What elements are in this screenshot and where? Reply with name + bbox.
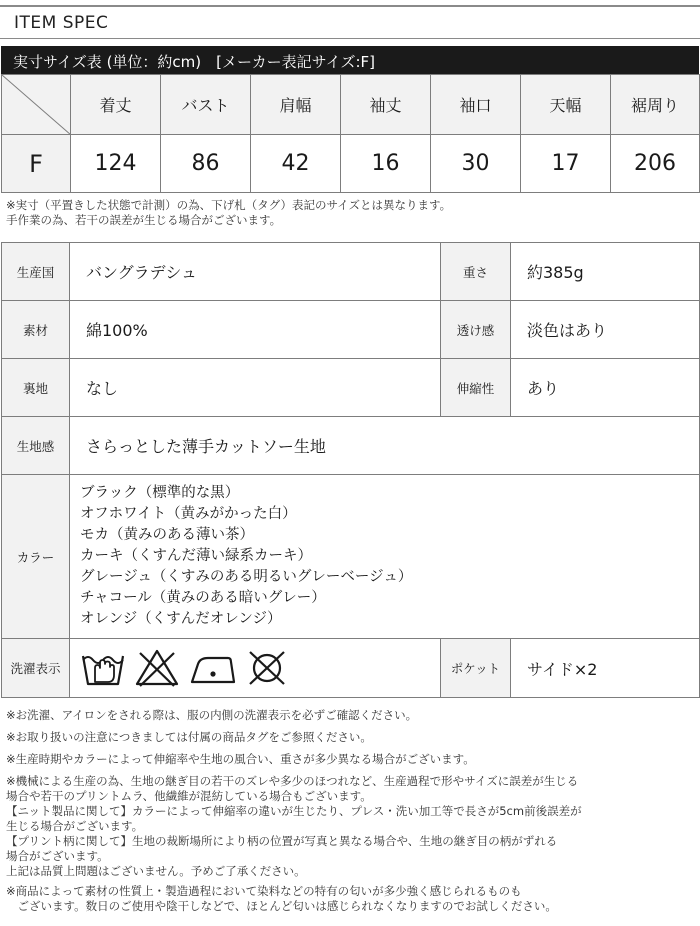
size-value: 17	[521, 135, 611, 193]
spec-table	[1, 242, 700, 698]
size-value: 206	[611, 135, 700, 193]
note-line: ※実寸（平置きした状態で計測）の為、下げ札（タグ）表記のサイズとは異なります。	[6, 198, 452, 212]
lining-value: なし	[70, 359, 441, 417]
pocket-value: サイド×2	[511, 639, 700, 698]
note-line: 生じる場合がございます。	[6, 819, 144, 833]
wash-label: 洗濯表示	[2, 639, 70, 698]
size-value: 30	[431, 135, 521, 193]
variation-note: ※生産時期やカラーによって伸縮率や生地の風合い、重さが多少異なる場合がございます。	[6, 752, 475, 766]
odor-note	[6, 884, 557, 914]
spec-row	[2, 639, 700, 698]
note-line: 場合や若干のプリントムラ、他繊維が混紡している場合もございます。	[6, 789, 372, 803]
weight-value: 約385g	[511, 243, 700, 301]
size-table	[1, 74, 700, 193]
column-header: 袖丈	[341, 75, 431, 135]
no-tumble-dry-icon	[246, 648, 288, 688]
corner-cell	[2, 75, 71, 135]
spec-row	[2, 359, 700, 417]
pocket-label: ポケット	[441, 639, 511, 698]
spec-row	[2, 417, 700, 475]
lining-label: 裏地	[2, 359, 70, 417]
sheer-label: 透け感	[441, 301, 511, 359]
stretch-value: あり	[511, 359, 700, 417]
material-value: 綿100%	[70, 301, 441, 359]
diagonal-line	[2, 75, 71, 135]
column-header: 裾周り	[611, 75, 700, 135]
size-table-caption: 実寸サイズ表 (単位：約cm) [メーカー表記サイズ:F]	[1, 46, 699, 74]
origin-value: バングラデシュ	[70, 243, 441, 301]
column-header: 着丈	[71, 75, 161, 135]
color-item: チャコール（黄みのある暗いグレー）	[80, 590, 326, 606]
spec-row	[2, 475, 700, 639]
note-line: 上記は品質上問題はございません。予めご了承ください。	[6, 864, 306, 878]
size-header-row	[2, 75, 700, 135]
color-label: カラー	[2, 475, 70, 639]
stretch-label: 伸縮性	[441, 359, 511, 417]
section-header	[0, 7, 700, 39]
tag-note: ※お取り扱いの注意につきましては付属の商品タグをご参照ください。	[6, 730, 372, 744]
note-line: ※商品によって素材の性質上・製造過程において染料などの特有の匂いが多少強く感じられるものも	[6, 884, 522, 898]
texture-value: さらっとした薄手カットソー生地	[70, 417, 700, 475]
column-header: 肩幅	[251, 75, 341, 135]
care-note: ※お洗濯、アイロンをされる際は、服の内側の洗濯表示を必ずご確認ください。	[6, 708, 418, 722]
color-item: ブラック（標準的な黒）	[80, 485, 240, 501]
wash-cell	[70, 639, 441, 698]
color-item: カーキ（くすんだ薄い緑系カーキ）	[80, 548, 312, 564]
color-item: オレンジ（くすんだオレンジ）	[80, 611, 282, 627]
note-line: 【ニット製品に関して】カラーによって伸縮率の違いが生じたり、プレス・洗い加工等で長さが5cm前後誤差が	[6, 804, 582, 818]
color-item: オフホワイト（黄みがかった白）	[80, 506, 297, 522]
size-value: 42	[251, 135, 341, 193]
color-cell	[70, 475, 700, 639]
column-header: バスト	[161, 75, 251, 135]
size-row	[2, 135, 700, 193]
size-value: 86	[161, 135, 251, 193]
iron-low-icon	[188, 648, 238, 688]
note-line: 【プリント柄に関して】生地の裁断場所により柄の位置が写真と異なる場合や、生地の継ぎ目の柄がずれる	[6, 834, 558, 848]
wash-icons	[70, 648, 440, 688]
color-item: グレージュ（くすみのある明るいグレーベージュ）	[80, 569, 413, 585]
spec-row	[2, 243, 700, 301]
color-item: モカ（黄みのある薄い茶）	[80, 527, 254, 543]
size-label: F	[2, 135, 71, 193]
no-bleach-icon	[134, 648, 180, 688]
weight-label: 重さ	[441, 243, 511, 301]
texture-label: 生地感	[2, 417, 70, 475]
size-note	[6, 198, 451, 228]
note-line: 場合がございます。	[6, 849, 109, 863]
note-line: ございます。数日のご使用や陰干しなどで、ほとんど匂いは感じられなくなりますのでお試しください。	[6, 899, 557, 913]
column-header: 袖口	[431, 75, 521, 135]
column-header: 天幅	[521, 75, 611, 135]
color-list	[70, 483, 699, 630]
sheer-value: 淡色はあり	[511, 301, 700, 359]
page-title: ITEM SPEC	[14, 13, 109, 33]
spec-row	[2, 301, 700, 359]
note-line: ※機械による生産の為、生地の継ぎ目の若干のズレや多少のほつれなど、生産過程で形やサイズに誤差が生じる	[6, 774, 579, 788]
size-value: 124	[71, 135, 161, 193]
production-note	[6, 774, 582, 879]
size-value: 16	[341, 135, 431, 193]
note-line: 手作業の為、若干の誤差が生じる場合がございます。	[6, 213, 282, 227]
origin-label: 生産国	[2, 243, 70, 301]
material-label: 素材	[2, 301, 70, 359]
hand-wash-icon	[80, 648, 126, 688]
